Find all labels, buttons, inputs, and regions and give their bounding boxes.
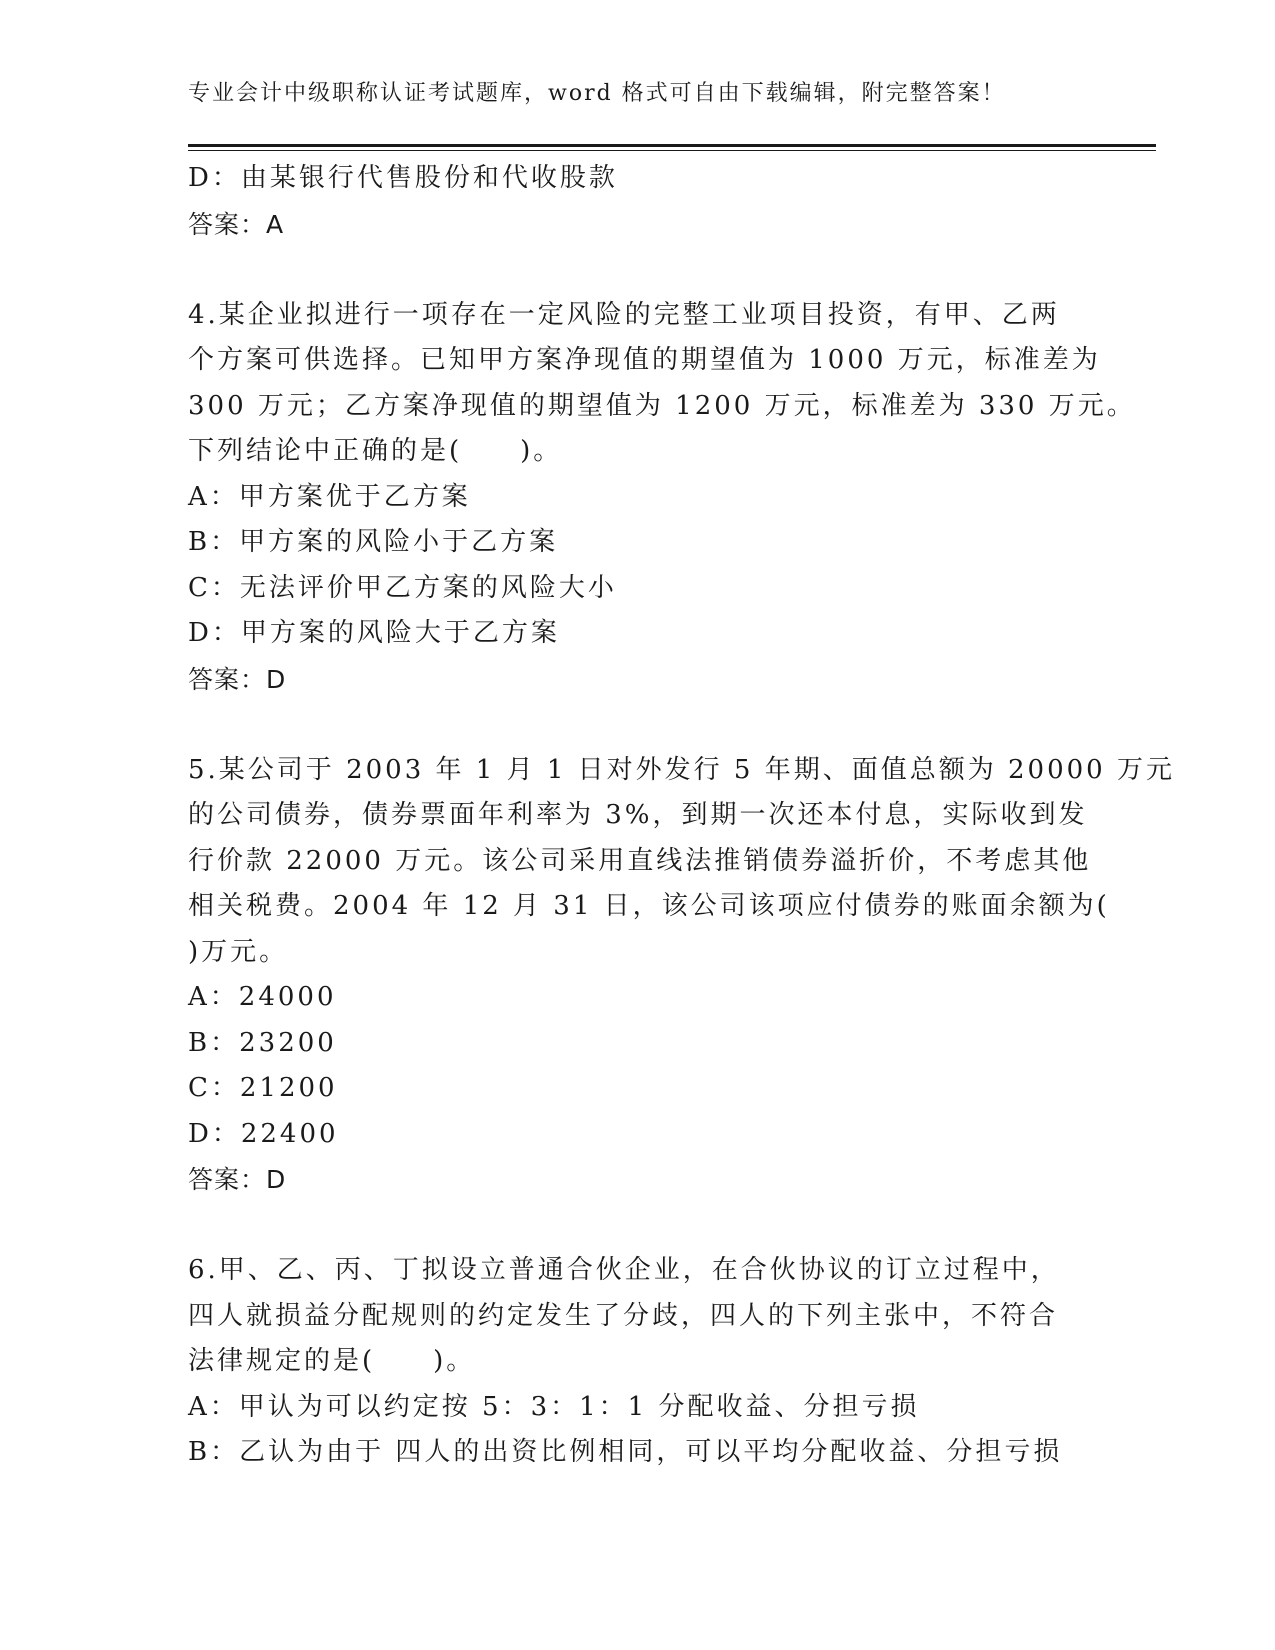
page-header: 专业会计中级职称认证考试题库，word 格式可自由下载编辑，附完整答案！: [188, 81, 1006, 106]
header-rule-thick: [188, 144, 1156, 147]
q5-stem-line: 行价款 22000 万元。该公司采用直线法推销债券溢折价，不考虑其他: [188, 845, 1092, 876]
q5-option-d: D：22400: [188, 1118, 339, 1149]
q5-option-a: A：24000: [188, 982, 337, 1012]
q6-option-b: B：乙认为由于 四人的出资比例相同，可以平均分配收益、分担亏损: [188, 1437, 1063, 1467]
q5-stem-line: 的公司债券，债券票面年利率为 3%，到期一次还本付息，实际收到发: [188, 800, 1088, 830]
q3-answer: 答案：A: [188, 209, 285, 239]
q4-stem-line: 300 万元；乙方案净现值的期望值为 1200 万元，标准差为 330 万元。: [188, 390, 1136, 421]
q4-option-b: B：甲方案的风险小于乙方案: [188, 527, 559, 557]
q3-option-d: D：由某银行代售股份和代收股款: [188, 163, 618, 193]
q5-answer: 答案：D: [188, 1165, 287, 1194]
q6-option-a: A：甲认为可以约定按 5：3：1：1 分配收益、分担亏损: [188, 1391, 920, 1422]
question-5: [188, 748, 1175, 1203]
q4-answer: 答案：D: [188, 664, 287, 694]
q5-stem-line: 相关税费。2004 年 12 月 31 日，该公司该项应付债券的账面余额为(: [188, 891, 1110, 921]
q4-option-c: C：无法评价甲乙方案的风险大小: [188, 572, 617, 603]
q5-option-c: C：21200: [188, 1073, 338, 1103]
spacer: [188, 1203, 1088, 1249]
q5-option-b: B：23200: [188, 1027, 337, 1058]
header-rule-thin: [188, 150, 1156, 151]
q4-option-d: D：甲方案的风险大于乙方案: [188, 618, 560, 648]
spacer: [188, 702, 1088, 748]
q6-stem-line: 6.甲、乙、丙、丁拟设立普通合伙企业，在合伙协议的订立过程中，: [188, 1255, 1060, 1285]
q6-stem-line: 法律规定的是( )。: [188, 1346, 476, 1376]
question-6: [188, 1248, 1088, 1476]
q5-stem-line: 5.某公司于 2003 年 1 月 1 日对外发行 5 年期、面值总额为 20000 万元: [188, 754, 1175, 785]
question-4: [188, 293, 1136, 703]
q6-stem-line: 四人就损益分配规则的约定发生了分歧，四人的下列主张中，不符合: [188, 1300, 1059, 1331]
q4-stem-line: 下列结论中正确的是( )。: [188, 436, 563, 466]
spacer: [188, 247, 1088, 293]
q4-option-a: A：甲方案优于乙方案: [188, 481, 471, 512]
q4-stem-line: 4.某企业拟进行一项存在一定风险的完整工业项目投资，有甲、乙两: [188, 299, 1060, 330]
q4-stem-line: 个方案可供选择。已知甲方案净现值的期望值为 1000 万元，标准差为: [188, 345, 1101, 375]
q5-stem-line: )万元。: [188, 936, 289, 967]
document-body: [188, 156, 1175, 1476]
